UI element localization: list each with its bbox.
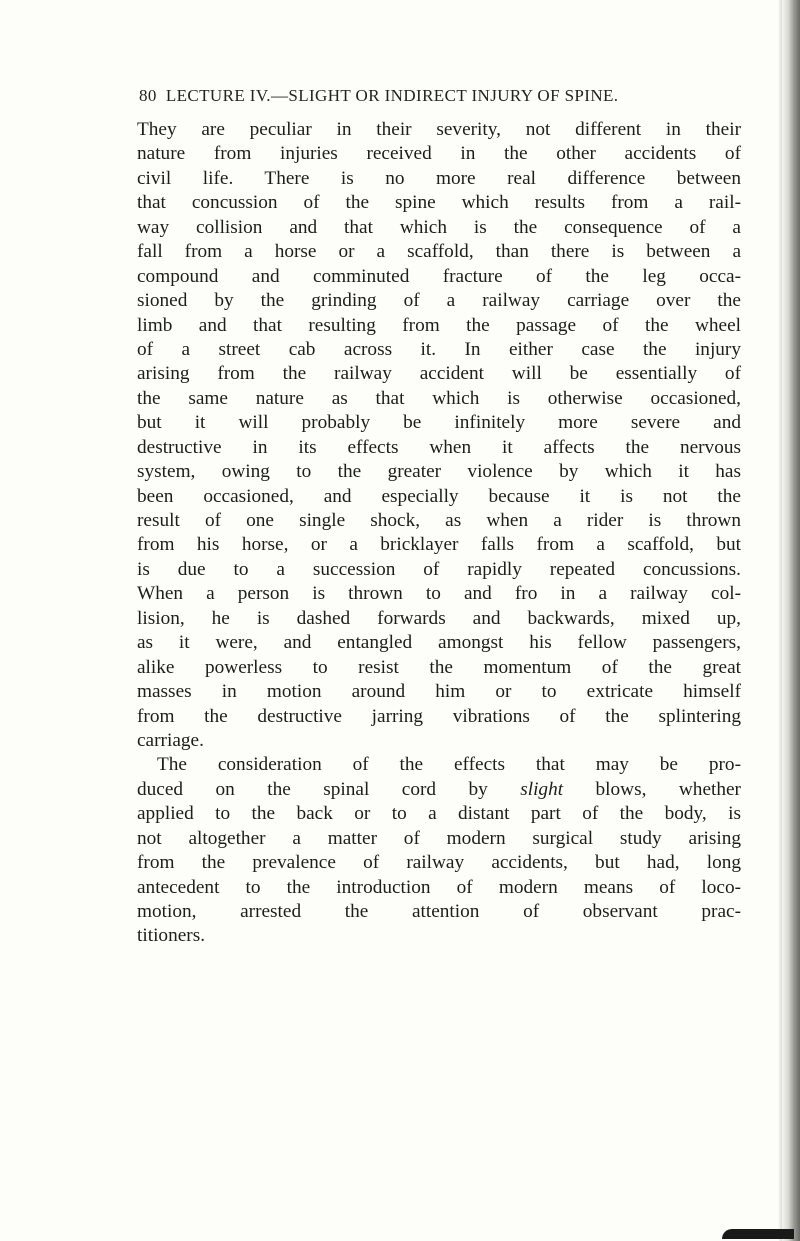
- text-line: motion, arrested the attention of observant prac-: [137, 901, 741, 922]
- text-line: system, owing to the greater violence by which it has: [137, 461, 741, 483]
- text-line: lision, he is dashed forwards and backwards, mixed up,: [137, 607, 741, 629]
- text-line: nature from injuries received in the other accidents of: [137, 143, 741, 165]
- text-line: from the destructive jarring vibrations of the splintering: [137, 705, 741, 727]
- text-line: masses in motion around him or to extricate himself: [137, 681, 741, 703]
- text-line: [137, 778, 741, 802]
- paragraph-first-line: The consideration of the effects that may be pro-: [157, 754, 741, 776]
- text-line: result of one single shock, as when a rider is thrown: [137, 510, 741, 531]
- text-line: way collision and that which is the consequence of a: [137, 216, 741, 238]
- book-binding-edge: [782, 0, 800, 1241]
- text-line: alike powerless to resist the momentum of the great: [137, 656, 741, 678]
- emphasis-word: slight: [520, 778, 564, 800]
- text-line: from the prevalence of railway accidents, but had, long: [137, 852, 741, 874]
- text-line: applied to the back or to a distant part of the body, is: [137, 803, 741, 825]
- text-line: titioners.: [137, 925, 206, 947]
- page-number: 80: [139, 86, 157, 105]
- text-fragment: blows, whether: [563, 778, 741, 800]
- text-line: from his horse, or a bricklayer falls from a scaffold, but: [137, 534, 741, 556]
- text-line: limb and that resulting from the passage of the wheel: [137, 314, 741, 336]
- body-text: [137, 118, 741, 949]
- text-line: not altogether a matter of modern surgical study arising: [137, 827, 741, 849]
- text-line: antecedent to the introduction of modern means of loco-: [137, 876, 741, 898]
- page-corner-mark: [722, 1229, 794, 1239]
- text-line: compound and comminuted fracture of the leg occa-: [137, 265, 741, 287]
- text-line: civil life. There is no more real difference between: [137, 167, 741, 189]
- text-line: carriage.: [137, 729, 204, 751]
- text-line: as it were, and entangled amongst his fellow passengers,: [137, 632, 741, 654]
- text-line: destructive in its effects when it affects the nervous: [137, 436, 741, 458]
- text-line: is due to a succession of rapidly repeated concussions.: [137, 558, 741, 580]
- text-line: of a street cab across it. In either case the injury: [137, 338, 741, 360]
- text-fragment: duced on the spinal cord by: [137, 778, 521, 800]
- text-line: the same nature as that which is otherwise occasioned,: [137, 387, 741, 409]
- text-line: been occasioned, and especially because it is not the: [137, 485, 741, 507]
- text-line: that concussion of the spine which results from a rail-: [137, 192, 741, 214]
- text-line: sioned by the grinding of a railway carriage over the: [137, 290, 741, 312]
- text-line: When a person is thrown to and fro in a railway col-: [137, 583, 741, 605]
- text-line: fall from a horse or a scaffold, than there is between a: [137, 241, 741, 263]
- text-line: arising from the railway accident will be essentially of: [137, 363, 741, 385]
- text-line: but it will probably be infinitely more severe and: [137, 412, 741, 434]
- running-header: [139, 86, 739, 116]
- text-line: They are peculiar in their severity, not different in their: [137, 119, 741, 140]
- running-title: LECTURE IV.—SLIGHT OR INDIRECT INJURY OF SPINE.: [165, 86, 619, 105]
